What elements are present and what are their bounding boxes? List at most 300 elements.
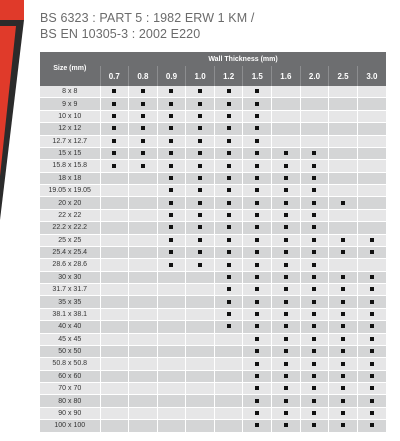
size-cell: 25 x 25 bbox=[40, 234, 100, 246]
availability-marker-icon bbox=[141, 164, 145, 168]
availability-cell bbox=[329, 284, 358, 296]
availability-marker-icon bbox=[370, 337, 374, 341]
availability-cell bbox=[186, 234, 215, 246]
availability-marker-icon bbox=[312, 287, 316, 291]
availability-cell bbox=[300, 135, 329, 147]
availability-cell bbox=[272, 420, 301, 432]
availability-marker-icon bbox=[227, 213, 231, 217]
availability-cell bbox=[300, 222, 329, 234]
brand-accent-red bbox=[0, 0, 24, 20]
thickness-header: 1.2 bbox=[214, 66, 243, 86]
availability-cell bbox=[243, 321, 272, 333]
availability-marker-icon bbox=[341, 399, 345, 403]
availability-cell bbox=[214, 345, 243, 357]
availability-cell bbox=[329, 333, 358, 345]
table-row bbox=[40, 135, 386, 147]
availability-cell bbox=[357, 321, 386, 333]
table-row bbox=[40, 147, 386, 159]
availability-cell bbox=[214, 271, 243, 283]
availability-marker-icon bbox=[370, 423, 374, 427]
availability-cell bbox=[329, 197, 358, 209]
availability-marker-icon bbox=[169, 114, 173, 118]
availability-cell bbox=[329, 135, 358, 147]
table-row bbox=[40, 271, 386, 283]
availability-marker-icon bbox=[227, 312, 231, 316]
availability-marker-icon bbox=[370, 349, 374, 353]
availability-cell bbox=[272, 110, 301, 122]
availability-cell bbox=[357, 110, 386, 122]
availability-cell bbox=[243, 197, 272, 209]
availability-cell bbox=[329, 420, 358, 432]
availability-cell bbox=[357, 172, 386, 184]
availability-cell bbox=[357, 209, 386, 221]
availability-cell bbox=[157, 246, 186, 258]
availability-marker-icon bbox=[341, 300, 345, 304]
availability-cell bbox=[129, 135, 158, 147]
availability-cell bbox=[357, 259, 386, 271]
availability-cell bbox=[300, 172, 329, 184]
availability-cell bbox=[329, 185, 358, 197]
availability-marker-icon bbox=[370, 374, 374, 378]
availability-marker-icon bbox=[255, 275, 259, 279]
availability-cell bbox=[214, 395, 243, 407]
availability-cell bbox=[129, 246, 158, 258]
availability-cell bbox=[357, 160, 386, 172]
availability-cell bbox=[186, 271, 215, 283]
availability-cell bbox=[300, 197, 329, 209]
availability-cell bbox=[157, 370, 186, 382]
availability-cell bbox=[243, 209, 272, 221]
availability-cell bbox=[329, 370, 358, 382]
availability-cell bbox=[214, 284, 243, 296]
availability-cell bbox=[214, 110, 243, 122]
table-row bbox=[40, 383, 386, 395]
availability-cell bbox=[129, 259, 158, 271]
availability-cell bbox=[357, 234, 386, 246]
availability-cell bbox=[243, 308, 272, 320]
availability-marker-icon bbox=[284, 386, 288, 390]
availability-cell bbox=[100, 185, 129, 197]
thickness-header: 2.5 bbox=[329, 66, 358, 86]
size-cell: 22.2 x 22.2 bbox=[40, 222, 100, 234]
availability-marker-icon bbox=[169, 89, 173, 93]
availability-cell bbox=[300, 321, 329, 333]
size-cell: 22 x 22 bbox=[40, 209, 100, 221]
availability-cell bbox=[329, 246, 358, 258]
availability-cell bbox=[129, 234, 158, 246]
availability-cell bbox=[243, 185, 272, 197]
availability-marker-icon bbox=[284, 201, 288, 205]
availability-cell bbox=[300, 407, 329, 419]
availability-marker-icon bbox=[370, 324, 374, 328]
availability-cell bbox=[243, 345, 272, 357]
availability-marker-icon bbox=[198, 188, 202, 192]
availability-marker-icon bbox=[227, 139, 231, 143]
availability-cell bbox=[214, 98, 243, 110]
availability-cell bbox=[186, 246, 215, 258]
availability-cell bbox=[100, 271, 129, 283]
availability-cell bbox=[243, 395, 272, 407]
thickness-header: 2.0 bbox=[300, 66, 329, 86]
availability-cell bbox=[329, 222, 358, 234]
availability-marker-icon bbox=[312, 386, 316, 390]
availability-cell bbox=[243, 135, 272, 147]
availability-marker-icon bbox=[370, 312, 374, 316]
availability-cell bbox=[100, 370, 129, 382]
availability-marker-icon bbox=[255, 188, 259, 192]
availability-cell bbox=[300, 271, 329, 283]
availability-cell bbox=[214, 333, 243, 345]
availability-cell bbox=[129, 358, 158, 370]
availability-marker-icon bbox=[255, 176, 259, 180]
availability-marker-icon bbox=[284, 399, 288, 403]
availability-cell bbox=[214, 407, 243, 419]
availability-cell bbox=[357, 308, 386, 320]
availability-marker-icon bbox=[370, 362, 374, 366]
availability-cell bbox=[157, 197, 186, 209]
availability-cell bbox=[272, 234, 301, 246]
availability-cell bbox=[214, 86, 243, 98]
table-row bbox=[40, 222, 386, 234]
availability-marker-icon bbox=[227, 201, 231, 205]
availability-cell bbox=[214, 147, 243, 159]
availability-cell bbox=[186, 259, 215, 271]
availability-cell bbox=[243, 110, 272, 122]
availability-cell bbox=[214, 296, 243, 308]
availability-marker-icon bbox=[284, 176, 288, 180]
availability-marker-icon bbox=[169, 176, 173, 180]
availability-cell bbox=[300, 383, 329, 395]
table-row bbox=[40, 321, 386, 333]
availability-cell bbox=[186, 358, 215, 370]
size-cell: 10 x 10 bbox=[40, 110, 100, 122]
availability-cell bbox=[300, 395, 329, 407]
availability-cell bbox=[243, 172, 272, 184]
size-cell: 31.7 x 31.7 bbox=[40, 284, 100, 296]
wall-thickness-header: Wall Thickness (mm) bbox=[100, 52, 386, 66]
availability-cell bbox=[357, 383, 386, 395]
availability-cell bbox=[157, 98, 186, 110]
availability-cell bbox=[243, 358, 272, 370]
availability-cell bbox=[100, 345, 129, 357]
availability-cell bbox=[186, 370, 215, 382]
availability-cell bbox=[186, 308, 215, 320]
availability-cell bbox=[129, 185, 158, 197]
availability-marker-icon bbox=[227, 263, 231, 267]
availability-cell bbox=[157, 123, 186, 135]
availability-marker-icon bbox=[341, 423, 345, 427]
availability-marker-icon bbox=[255, 225, 259, 229]
availability-cell bbox=[300, 345, 329, 357]
availability-cell bbox=[357, 271, 386, 283]
availability-cell bbox=[186, 197, 215, 209]
availability-cell bbox=[272, 86, 301, 98]
availability-marker-icon bbox=[112, 126, 116, 130]
availability-marker-icon bbox=[255, 151, 259, 155]
size-column-header: Size (mm) bbox=[40, 52, 100, 86]
table-row bbox=[40, 284, 386, 296]
availability-marker-icon bbox=[227, 275, 231, 279]
availability-marker-icon bbox=[341, 349, 345, 353]
availability-marker-icon bbox=[284, 411, 288, 415]
availability-cell bbox=[157, 308, 186, 320]
availability-marker-icon bbox=[255, 263, 259, 267]
size-cell: 80 x 80 bbox=[40, 395, 100, 407]
availability-cell bbox=[357, 222, 386, 234]
availability-marker-icon bbox=[284, 164, 288, 168]
table-row bbox=[40, 407, 386, 419]
availability-cell bbox=[357, 147, 386, 159]
availability-cell bbox=[129, 321, 158, 333]
availability-cell bbox=[272, 284, 301, 296]
availability-cell bbox=[129, 110, 158, 122]
availability-cell bbox=[157, 333, 186, 345]
availability-cell bbox=[300, 147, 329, 159]
availability-marker-icon bbox=[255, 362, 259, 366]
availability-marker-icon bbox=[169, 238, 173, 242]
size-cell: 30 x 30 bbox=[40, 271, 100, 283]
availability-marker-icon bbox=[255, 250, 259, 254]
availability-cell bbox=[329, 98, 358, 110]
table-row bbox=[40, 345, 386, 357]
size-cell: 35 x 35 bbox=[40, 296, 100, 308]
availability-cell bbox=[357, 135, 386, 147]
availability-marker-icon bbox=[284, 312, 288, 316]
size-cell: 50.8 x 50.8 bbox=[40, 358, 100, 370]
availability-marker-icon bbox=[169, 126, 173, 130]
availability-marker-icon bbox=[312, 176, 316, 180]
availability-marker-icon bbox=[112, 139, 116, 143]
size-cell: 19.05 x 19.05 bbox=[40, 185, 100, 197]
availability-marker-icon bbox=[370, 287, 374, 291]
availability-cell bbox=[129, 420, 158, 432]
availability-marker-icon bbox=[112, 164, 116, 168]
availability-cell bbox=[157, 383, 186, 395]
availability-cell bbox=[300, 234, 329, 246]
availability-marker-icon bbox=[284, 188, 288, 192]
availability-marker-icon bbox=[312, 164, 316, 168]
availability-cell bbox=[300, 358, 329, 370]
availability-cell bbox=[243, 284, 272, 296]
availability-marker-icon bbox=[255, 126, 259, 130]
availability-cell bbox=[214, 197, 243, 209]
availability-cell bbox=[100, 234, 129, 246]
availability-cell bbox=[243, 222, 272, 234]
availability-cell bbox=[129, 160, 158, 172]
availability-marker-icon bbox=[255, 399, 259, 403]
size-cell: 18 x 18 bbox=[40, 172, 100, 184]
availability-marker-icon bbox=[312, 225, 316, 229]
size-cell: 12.7 x 12.7 bbox=[40, 135, 100, 147]
availability-cell bbox=[157, 209, 186, 221]
availability-cell bbox=[272, 222, 301, 234]
availability-cell bbox=[357, 86, 386, 98]
availability-cell bbox=[214, 172, 243, 184]
thickness-header: 1.0 bbox=[186, 66, 215, 86]
availability-cell bbox=[129, 271, 158, 283]
availability-marker-icon bbox=[198, 263, 202, 267]
availability-cell bbox=[186, 333, 215, 345]
table-row bbox=[40, 234, 386, 246]
availability-cell bbox=[214, 420, 243, 432]
availability-marker-icon bbox=[312, 275, 316, 279]
availability-marker-icon bbox=[255, 337, 259, 341]
availability-cell bbox=[329, 234, 358, 246]
availability-cell bbox=[214, 160, 243, 172]
availability-cell bbox=[100, 197, 129, 209]
availability-cell bbox=[157, 296, 186, 308]
availability-cell bbox=[300, 98, 329, 110]
availability-marker-icon bbox=[227, 287, 231, 291]
availability-cell bbox=[129, 308, 158, 320]
availability-cell bbox=[214, 185, 243, 197]
availability-marker-icon bbox=[227, 114, 231, 118]
availability-cell bbox=[272, 123, 301, 135]
table-row bbox=[40, 86, 386, 98]
availability-marker-icon bbox=[255, 287, 259, 291]
availability-cell bbox=[100, 98, 129, 110]
availability-cell bbox=[300, 308, 329, 320]
availability-marker-icon bbox=[198, 250, 202, 254]
availability-cell bbox=[129, 98, 158, 110]
availability-cell bbox=[329, 271, 358, 283]
availability-marker-icon bbox=[198, 201, 202, 205]
availability-cell bbox=[129, 345, 158, 357]
availability-marker-icon bbox=[227, 126, 231, 130]
availability-cell bbox=[357, 197, 386, 209]
availability-cell bbox=[186, 135, 215, 147]
availability-cell bbox=[272, 333, 301, 345]
availability-cell bbox=[214, 259, 243, 271]
availability-marker-icon bbox=[312, 238, 316, 242]
thickness-header: 3.0 bbox=[357, 66, 386, 86]
availability-cell bbox=[357, 284, 386, 296]
availability-cell bbox=[214, 321, 243, 333]
availability-cell bbox=[157, 395, 186, 407]
availability-cell bbox=[129, 222, 158, 234]
availability-marker-icon bbox=[169, 225, 173, 229]
availability-cell bbox=[329, 86, 358, 98]
availability-cell bbox=[329, 160, 358, 172]
availability-marker-icon bbox=[227, 151, 231, 155]
availability-marker-icon bbox=[312, 250, 316, 254]
availability-cell bbox=[300, 185, 329, 197]
availability-marker-icon bbox=[255, 102, 259, 106]
size-cell: 45 x 45 bbox=[40, 333, 100, 345]
availability-cell bbox=[272, 296, 301, 308]
availability-cell bbox=[186, 209, 215, 221]
availability-cell bbox=[157, 358, 186, 370]
availability-cell bbox=[214, 234, 243, 246]
availability-cell bbox=[357, 123, 386, 135]
title-line-1: BS 6323 : PART 5 : 1982 ERW 1 KM / bbox=[40, 11, 255, 25]
size-cell: 25.4 x 25.4 bbox=[40, 246, 100, 258]
availability-marker-icon bbox=[169, 139, 173, 143]
availability-marker-icon bbox=[370, 411, 374, 415]
availability-marker-icon bbox=[198, 238, 202, 242]
size-cell: 20 x 20 bbox=[40, 197, 100, 209]
availability-cell bbox=[100, 407, 129, 419]
size-cell: 12 x 12 bbox=[40, 123, 100, 135]
availability-marker-icon bbox=[198, 225, 202, 229]
availability-marker-icon bbox=[227, 324, 231, 328]
availability-marker-icon bbox=[169, 188, 173, 192]
availability-cell bbox=[272, 271, 301, 283]
availability-marker-icon bbox=[255, 312, 259, 316]
availability-marker-icon bbox=[141, 114, 145, 118]
availability-cell bbox=[157, 185, 186, 197]
availability-cell bbox=[214, 135, 243, 147]
size-cell: 28.6 x 28.6 bbox=[40, 259, 100, 271]
availability-cell bbox=[129, 123, 158, 135]
availability-marker-icon bbox=[169, 201, 173, 205]
availability-cell bbox=[357, 246, 386, 258]
availability-marker-icon bbox=[341, 250, 345, 254]
availability-cell bbox=[300, 296, 329, 308]
availability-marker-icon bbox=[341, 362, 345, 366]
thickness-header: 0.9 bbox=[157, 66, 186, 86]
availability-cell bbox=[329, 383, 358, 395]
availability-cell bbox=[272, 321, 301, 333]
availability-marker-icon bbox=[370, 250, 374, 254]
availability-marker-icon bbox=[141, 126, 145, 130]
availability-marker-icon bbox=[141, 102, 145, 106]
availability-cell bbox=[100, 284, 129, 296]
availability-cell bbox=[243, 234, 272, 246]
availability-cell bbox=[272, 407, 301, 419]
availability-marker-icon bbox=[255, 139, 259, 143]
availability-cell bbox=[329, 321, 358, 333]
size-thickness-table bbox=[40, 52, 386, 433]
availability-cell bbox=[129, 209, 158, 221]
availability-cell bbox=[300, 246, 329, 258]
availability-marker-icon bbox=[227, 89, 231, 93]
size-cell: 40 x 40 bbox=[40, 321, 100, 333]
availability-cell bbox=[243, 420, 272, 432]
availability-cell bbox=[357, 407, 386, 419]
availability-marker-icon bbox=[312, 411, 316, 415]
availability-marker-icon bbox=[169, 102, 173, 106]
availability-cell bbox=[329, 395, 358, 407]
availability-cell bbox=[357, 333, 386, 345]
availability-cell bbox=[186, 420, 215, 432]
availability-cell bbox=[157, 259, 186, 271]
availability-marker-icon bbox=[341, 287, 345, 291]
table-row bbox=[40, 246, 386, 258]
availability-cell bbox=[300, 259, 329, 271]
table-row bbox=[40, 160, 386, 172]
availability-marker-icon bbox=[312, 423, 316, 427]
availability-cell bbox=[243, 370, 272, 382]
availability-marker-icon bbox=[255, 324, 259, 328]
availability-cell bbox=[129, 147, 158, 159]
table-header-row bbox=[40, 52, 386, 66]
availability-marker-icon bbox=[284, 225, 288, 229]
availability-cell bbox=[329, 172, 358, 184]
availability-cell bbox=[243, 259, 272, 271]
availability-marker-icon bbox=[255, 349, 259, 353]
availability-marker-icon bbox=[312, 300, 316, 304]
availability-marker-icon bbox=[284, 374, 288, 378]
availability-cell bbox=[243, 383, 272, 395]
availability-cell bbox=[300, 86, 329, 98]
availability-cell bbox=[186, 407, 215, 419]
availability-cell bbox=[357, 370, 386, 382]
availability-marker-icon bbox=[312, 349, 316, 353]
availability-cell bbox=[129, 284, 158, 296]
availability-cell bbox=[357, 358, 386, 370]
availability-cell bbox=[157, 222, 186, 234]
